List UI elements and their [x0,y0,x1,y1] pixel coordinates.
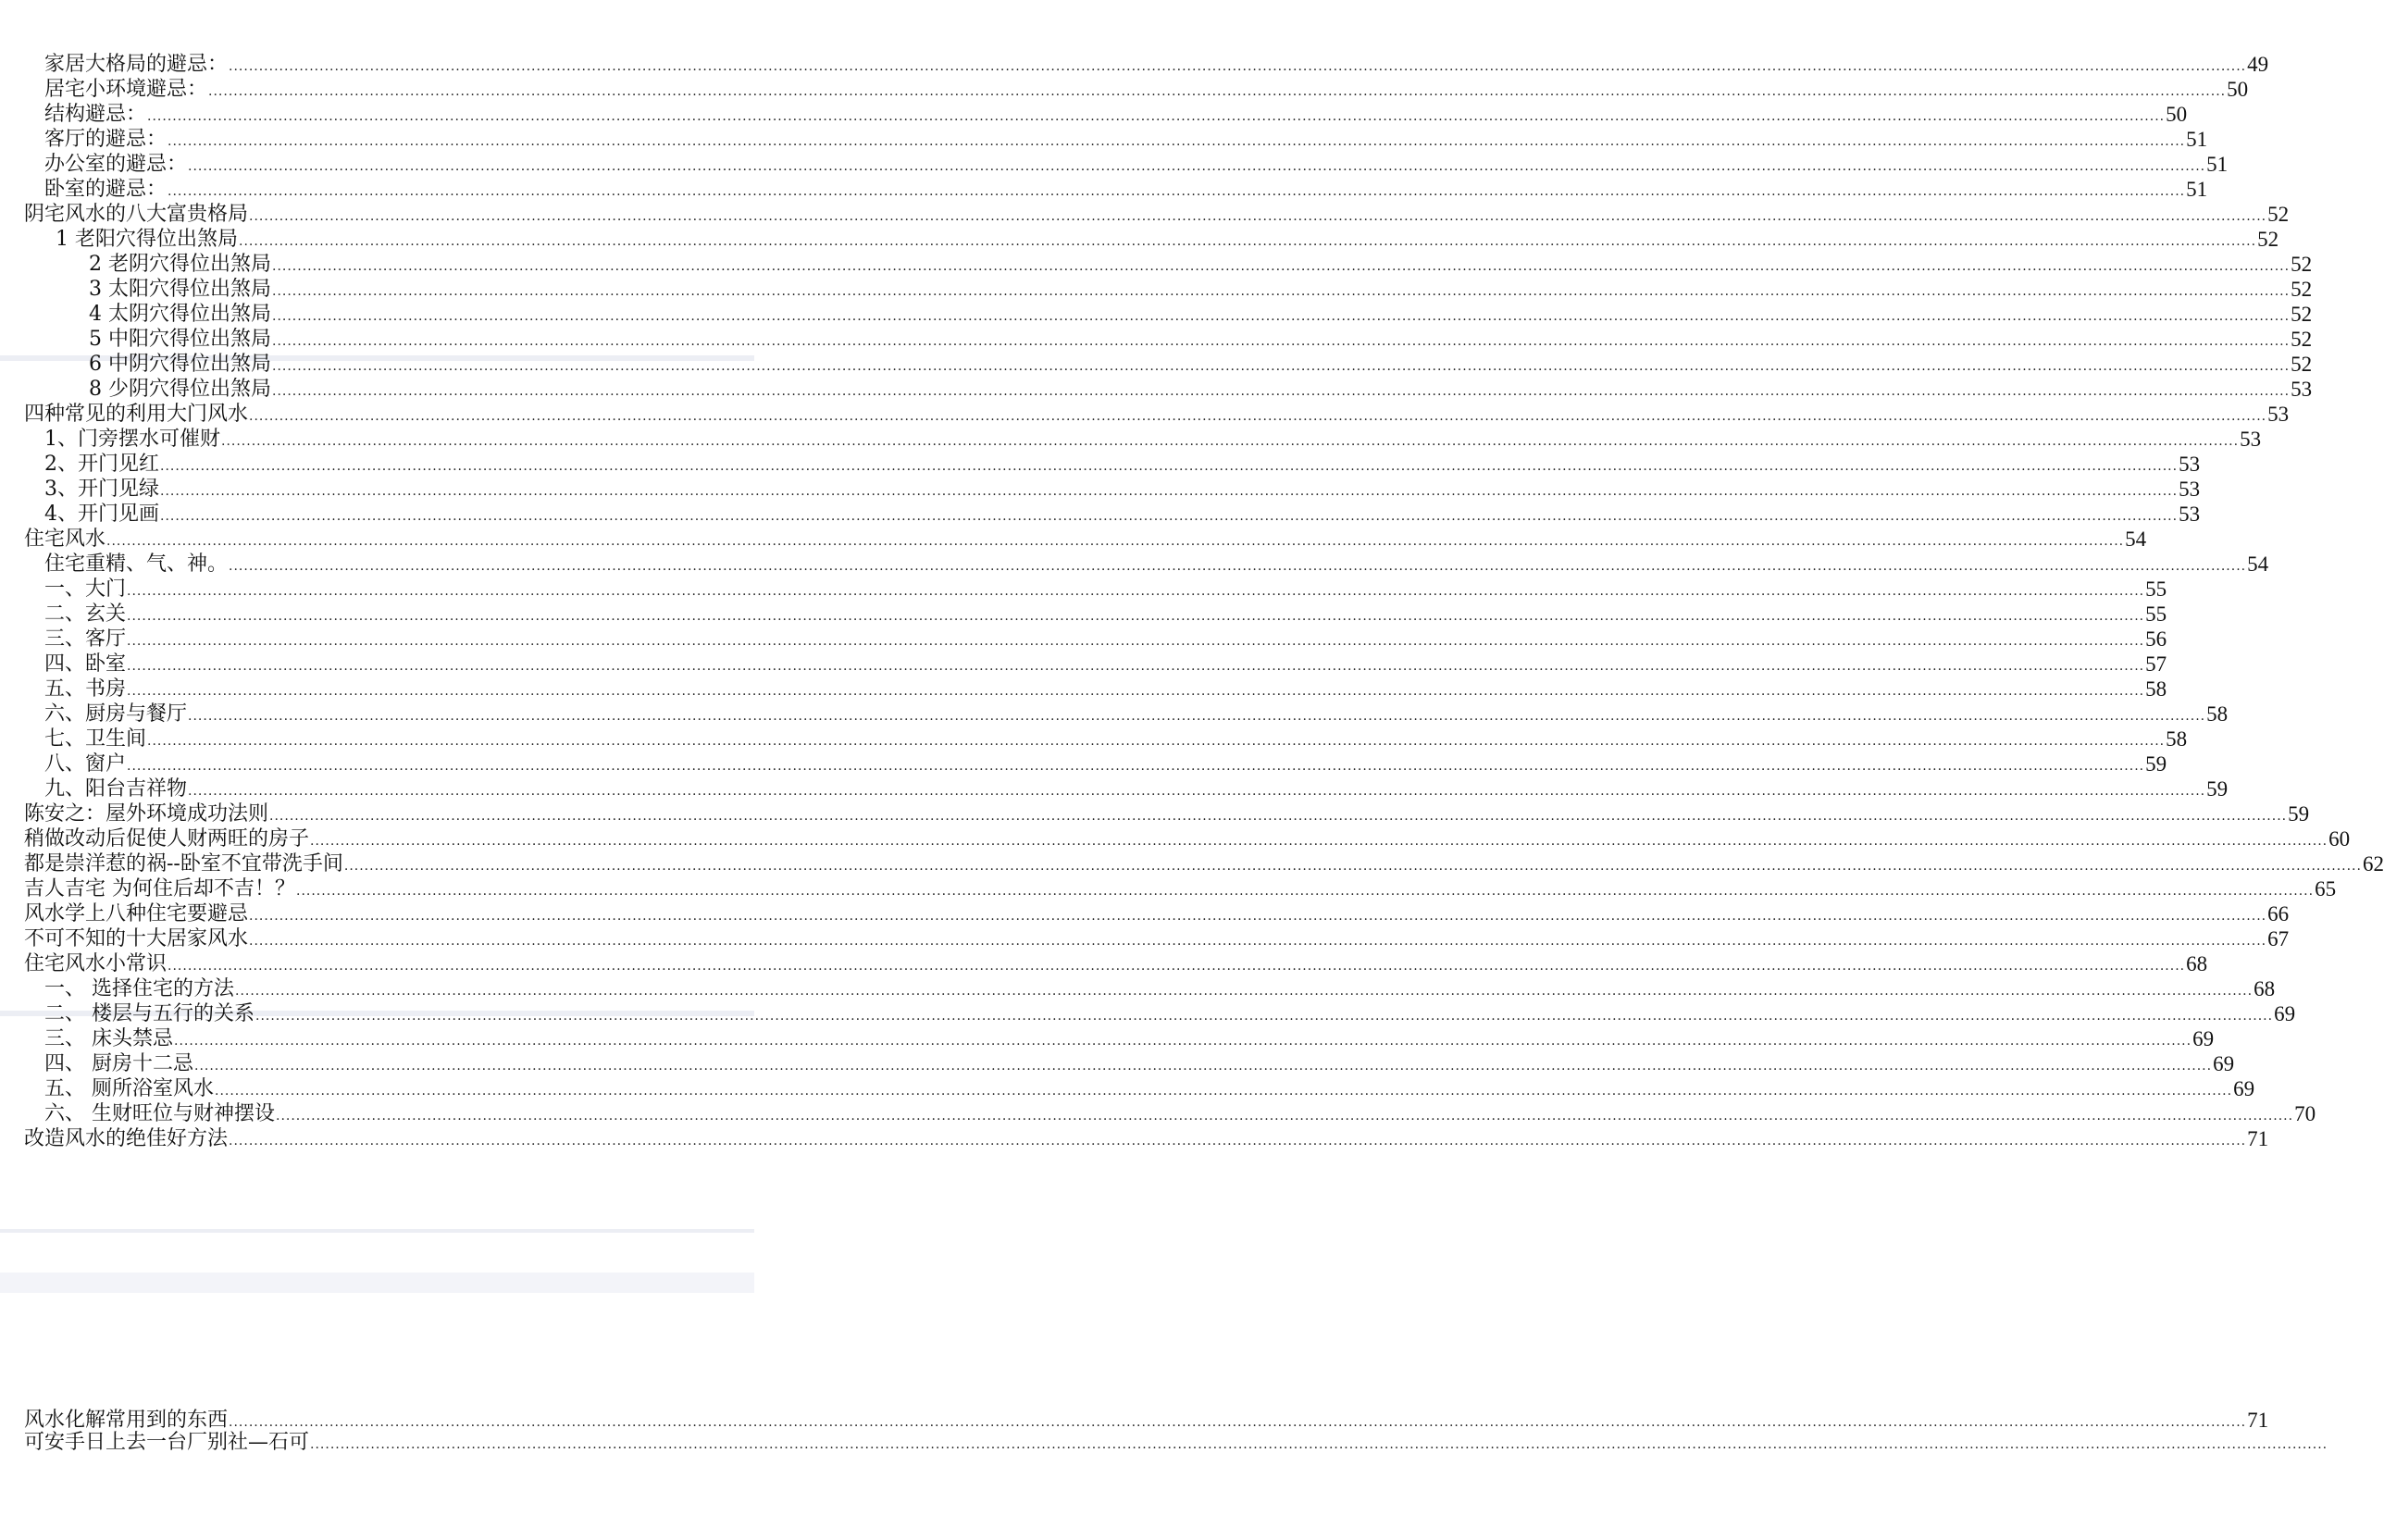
toc-entry[interactable] [24,950,2208,976]
toc-leader-dots: ................................................................................................................................................................................................................................................................................................................................................................................................................ [127,759,2145,774]
toc-entry-page-number: 65 [2315,877,2337,900]
toc-entry[interactable] [44,776,2229,801]
toc-entry-page-number: 53 [2267,403,2290,426]
toc-leader-dots: ................................................................................................................................................................................................................................................................................................................................................................................................................ [310,834,2328,849]
toc-entry-page-number: 71 [2247,1127,2269,1150]
toc-leader-dots: ................................................................................................................................................................................................................................................................................................................................................................................................................ [272,309,2291,324]
toc-entry[interactable] [44,1100,2316,1126]
toc-entry-page-number: 59 [2288,802,2310,826]
toc-entry[interactable] [89,326,2313,352]
toc-leader-dots: ................................................................................................................................................................................................................................................................................................................................................................................................................ [255,1009,2274,1024]
toc-entry[interactable] [44,101,2188,127]
toc-entry[interactable] [44,751,2167,776]
toc-entry-title: 2 老阴穴得位出煞局 [89,253,271,276]
toc-entry-page-number: 69 [2274,1002,2296,1025]
toc-entry-page-number: 58 [2206,702,2229,726]
toc-entry-title: 七、卫生间 [44,727,147,751]
toc-leader-dots: ................................................................................................................................................................................................................................................................................................................................................................................................................ [147,734,2166,749]
toc-entry[interactable] [24,201,2290,227]
toc-entry[interactable] [44,676,2167,702]
toc-leader-dots: ................................................................................................................................................................................................................................................................................................................................................................................................................ [249,934,2267,949]
toc-entry-page-number: 52 [2267,203,2290,226]
toc-entry-title: 风水学上八种住宅要避忌 [24,902,249,925]
toc-entry-title: 阴宅风水的八大富贵格局 [24,203,249,226]
toc-leader-dots: ................................................................................................................................................................................................................................................................................................................................................................................................................ [160,509,2179,524]
toc-leader-dots: ................................................................................................................................................................................................................................................................................................................................................................................................................ [127,634,2145,649]
toc-entry[interactable] [24,1431,2328,1455]
page-seam [0,1229,754,1233]
toc-leader-dots: ................................................................................................................................................................................................................................................................................................................................................................................................................ [229,1415,2247,1430]
toc-entry-title: 居宅小环境避忌： [44,78,208,101]
toc-entry-title: 三、 床头禁忌 [44,1027,173,1050]
toc-entry-title: 改造风水的绝佳好方法 [24,1127,229,1150]
page-seam [0,1273,754,1293]
toc-entry-page-number: 52 [2291,328,2313,351]
toc-entry[interactable] [44,51,2269,77]
toc-entry-page-number: 53 [2179,453,2201,476]
toc-entry-page-number: 55 [2145,602,2167,626]
toc-entry-title: 家居大格局的避忌： [44,53,229,76]
toc-leader-dots: ................................................................................................................................................................................................................................................................................................................................................................................................................ [272,384,2291,399]
toc-entry-title: 陈安之：屋外环境成功法则 [24,802,269,826]
toc-leader-dots: ................................................................................................................................................................................................................................................................................................................................................................................................................ [310,1437,2328,1452]
toc-entry-title: 2、开门见红 [44,453,159,476]
toc-entry-page-number: 53 [2240,428,2262,451]
toc-entry-title: 办公室的避忌： [44,153,188,176]
toc-entry-page-number: 60 [2328,827,2351,851]
toc-entry-page-number: 58 [2166,727,2188,751]
toc-entry[interactable] [24,876,2337,901]
toc-entry-page-number: 51 [2206,153,2229,176]
toc-entry[interactable] [44,1025,2215,1051]
toc-entry-title: 卧室的避忌： [44,178,168,201]
toc-entry-title: 5 中阳穴得位出煞局 [89,328,271,351]
toc-entry-title: 吉人吉宅 为何住后却不吉！？ [24,877,295,900]
toc-entry-title: 住宅风水小常识 [24,952,168,975]
toc-leader-dots: ................................................................................................................................................................................................................................................................................................................................................................................................................ [343,859,2362,874]
toc-entry-page-number: 57 [2145,652,2167,676]
toc-entry-title: 三、客厅 [44,627,127,651]
toc-leader-dots: ................................................................................................................................................................................................................................................................................................................................................................................................................ [249,209,2267,224]
toc-leader-dots: ................................................................................................................................................................................................................................................................................................................................................................................................................ [168,184,2186,199]
toc-entry-title: 五、书房 [44,677,127,701]
toc-entry-page-number: 66 [2267,902,2290,925]
toc-entry-page-number: 51 [2186,178,2208,201]
toc-entry[interactable] [44,1075,2255,1101]
toc-entry-page-number: 52 [2291,353,2313,376]
toc-entry[interactable] [44,151,2229,177]
toc-entry[interactable] [24,826,2351,851]
toc-entry-page-number: 56 [2145,627,2167,651]
toc-entry-page-number: 53 [2179,478,2201,501]
toc-entry-page-number: 50 [2166,103,2188,126]
toc-leader-dots: ................................................................................................................................................................................................................................................................................................................................................................................................................ [188,784,2206,799]
toc-entry[interactable] [44,1000,2296,1026]
toc-entry[interactable] [44,726,2188,751]
toc-entry-page-number: 52 [2291,278,2313,301]
toc-entry-page-number: 55 [2145,578,2167,601]
toc-entry-title: 8 少阴穴得位出煞局 [89,378,271,401]
toc-entry-page-number: 68 [2186,952,2208,975]
toc-entry-title: 住宅重精、气、神。 [44,553,229,576]
toc-leader-dots: ................................................................................................................................................................................................................................................................................................................................................................................................................ [249,909,2267,924]
toc-entry[interactable] [24,1407,2269,1433]
toc-entry[interactable] [44,176,2208,202]
toc-entry[interactable] [89,251,2313,277]
toc-leader-dots: ................................................................................................................................................................................................................................................................................................................................................................................................................ [221,434,2240,449]
toc-leader-dots: ................................................................................................................................................................................................................................................................................................................................................................................................................ [188,709,2206,724]
toc-entry[interactable] [56,226,2279,252]
toc-entry-page-number: 71 [2247,1409,2269,1432]
toc-leader-dots: ................................................................................................................................................................................................................................................................................................................................................................................................................ [272,284,2291,299]
toc-entry[interactable] [89,276,2313,302]
toc-entry[interactable] [44,551,2269,577]
toc-leader-dots: ................................................................................................................................................................................................................................................................................................................................................................................................................ [127,684,2145,699]
toc-entry-page-number: 59 [2145,752,2167,776]
toc-entry-title: 稍做改动后促使人财两旺的房子 [24,827,310,851]
toc-entry-page-number: 52 [2257,228,2279,251]
toc-entry-title: 八、窗户 [44,752,127,776]
toc-leader-dots: ................................................................................................................................................................................................................................................................................................................................................................................................................ [249,409,2267,424]
toc-entry-page-number: 69 [2213,1052,2235,1075]
toc-entry[interactable] [44,476,2201,502]
toc-leader-dots: ................................................................................................................................................................................................................................................................................................................................................................................................................ [127,659,2145,674]
toc-leader-dots: ................................................................................................................................................................................................................................................................................................................................................................................................................ [229,559,2247,574]
toc-entry-title: 3、开门见绿 [44,478,159,501]
toc-leader-dots: ................................................................................................................................................................................................................................................................................................................................................................................................................ [296,884,2315,899]
toc-leader-dots: ................................................................................................................................................................................................................................................................................................................................................................................................................ [147,109,2166,124]
toc-entry-page-number: 54 [2247,553,2269,576]
toc-entry[interactable] [44,126,2208,152]
toc-entry-title: 四种常见的利用大门风水 [24,403,249,426]
toc-entry[interactable] [89,351,2313,377]
toc-entry[interactable] [24,801,2310,826]
toc-entry[interactable] [89,301,2313,327]
toc-entry[interactable] [44,76,2249,102]
toc-entry[interactable] [44,576,2167,602]
toc-entry[interactable] [44,651,2167,677]
toc-leader-dots: ................................................................................................................................................................................................................................................................................................................................................................................................................ [272,334,2291,349]
toc-leader-dots: ................................................................................................................................................................................................................................................................................................................................................................................................................ [194,1059,2213,1074]
toc-entry-page-number: 70 [2294,1102,2316,1125]
toc-entry-page-number: 52 [2291,253,2313,276]
toc-entry-title: 六、 生财旺位与财神摆设 [44,1102,275,1125]
toc-entry-page-number: 67 [2267,927,2290,950]
toc-entry-title: 不可不知的十大居家风水 [24,927,249,950]
toc-leader-dots: ................................................................................................................................................................................................................................................................................................................................................................................................................ [188,159,2206,174]
toc-entry-page-number: 58 [2145,677,2167,701]
toc-entry[interactable] [24,900,2290,926]
toc-leader-dots: ................................................................................................................................................................................................................................................................................................................................................................................................................ [269,809,2288,824]
toc-entry-title: 四、卧室 [44,652,127,676]
toc-entry-page-number: 69 [2192,1027,2215,1050]
toc-leader-dots: ................................................................................................................................................................................................................................................................................................................................................................................................................ [208,84,2227,99]
toc-entry[interactable] [24,401,2290,427]
toc-leader-dots: ................................................................................................................................................................................................................................................................................................................................................................................................................ [168,959,2186,974]
toc-entry-page-number: 68 [2254,977,2276,1000]
toc-entry-title: 3 太阳穴得位出煞局 [89,278,271,301]
toc-entry-title: 二、玄关 [44,602,127,626]
toc-entry-title: 风水化解常用到的东西 [24,1409,229,1432]
toc-leader-dots: ................................................................................................................................................................................................................................................................................................................................................................................................................ [239,234,2257,249]
toc-leader-dots: ................................................................................................................................................................................................................................................................................................................................................................................................................ [127,584,2145,599]
toc-entry[interactable] [44,701,2229,727]
toc-entry[interactable] [44,1050,2235,1076]
toc-entry-title: 可安手日上去一台厂别社—石可 [24,1431,310,1454]
toc-leader-dots: ................................................................................................................................................................................................................................................................................................................................................................................................................ [160,484,2179,499]
toc-entry-title: 1、门旁摆水可催财 [44,428,220,451]
toc-entry-page-number: 54 [2125,528,2147,551]
toc-entry-page-number: 53 [2291,378,2313,401]
toc-entry[interactable] [44,601,2167,627]
toc-entry[interactable] [89,376,2313,402]
toc-entry-page-number: 51 [2186,128,2208,151]
toc-entry-page-number: 52 [2291,303,2313,326]
toc-entry[interactable] [44,501,2201,527]
toc-leader-dots: ................................................................................................................................................................................................................................................................................................................................................................................................................ [215,1084,2233,1099]
toc-entry[interactable] [24,851,2384,876]
toc-leader-dots: ................................................................................................................................................................................................................................................................................................................................................................................................................ [229,1134,2247,1149]
toc-entry-title: 一、大门 [44,578,127,601]
toc-entry-title: 6 中阴穴得位出煞局 [89,353,271,376]
toc-entry[interactable] [24,526,2147,552]
toc-entry-title: 住宅风水 [24,528,106,551]
toc-entry[interactable] [44,426,2262,452]
toc-entry-page-number: 62 [2362,852,2384,876]
toc-entry[interactable] [44,626,2167,652]
toc-entry[interactable] [24,1125,2269,1151]
toc-leader-dots: ................................................................................................................................................................................................................................................................................................................................................................................................................ [276,1109,2294,1124]
toc-entry-page-number: 69 [2233,1077,2255,1100]
toc-entry-title: 都是崇洋惹的祸--卧室不宜带洗手间 [24,852,343,876]
toc-entry-title: 结构避忌： [44,103,147,126]
toc-entry-title: 六、厨房与餐厅 [44,702,188,726]
toc-entry-title: 4 太阴穴得位出煞局 [89,303,271,326]
toc-leader-dots: ................................................................................................................................................................................................................................................................................................................................................................................................................ [272,359,2291,374]
toc-entry-title: 客厅的避忌： [44,128,168,151]
toc-leader-dots: ................................................................................................................................................................................................................................................................................................................................................................................................................ [272,259,2291,274]
toc-entry-title: 五、 厕所浴室风水 [44,1077,214,1100]
toc-entry-title: 1 老阳穴得位出煞局 [56,228,238,251]
toc-entry-page-number: 53 [2179,503,2201,526]
toc-leader-dots: ................................................................................................................................................................................................................................................................................................................................................................................................................ [229,59,2247,74]
toc-entry-page-number: 49 [2247,53,2269,76]
toc-leader-dots: ................................................................................................................................................................................................................................................................................................................................................................................................................ [235,984,2254,999]
toc-leader-dots: ................................................................................................................................................................................................................................................................................................................................................................................................................ [160,459,2179,474]
toc-leader-dots: ................................................................................................................................................................................................................................................................................................................................................................................................................ [127,609,2145,624]
toc-entry-title: 二、 楼层与五行的关系 [44,1002,255,1025]
toc-entry-page-number: 59 [2206,777,2229,801]
toc-entry[interactable] [44,451,2201,477]
toc-entry[interactable] [24,925,2290,951]
toc-entry-page-number: 50 [2227,78,2249,101]
toc-entry[interactable] [44,975,2276,1001]
toc-entry-title: 4、开门见画 [44,503,159,526]
toc-entry-title: 一、 选择住宅的方法 [44,977,234,1000]
toc-leader-dots: ................................................................................................................................................................................................................................................................................................................................................................................................................ [106,534,2125,549]
toc-entry-title: 四、 厨房十二忌 [44,1052,193,1075]
toc-leader-dots: ................................................................................................................................................................................................................................................................................................................................................................................................................ [168,134,2186,149]
toc-entry-title: 九、阳台吉祥物 [44,777,188,801]
toc-leader-dots: ................................................................................................................................................................................................................................................................................................................................................................................................................ [174,1034,2192,1049]
